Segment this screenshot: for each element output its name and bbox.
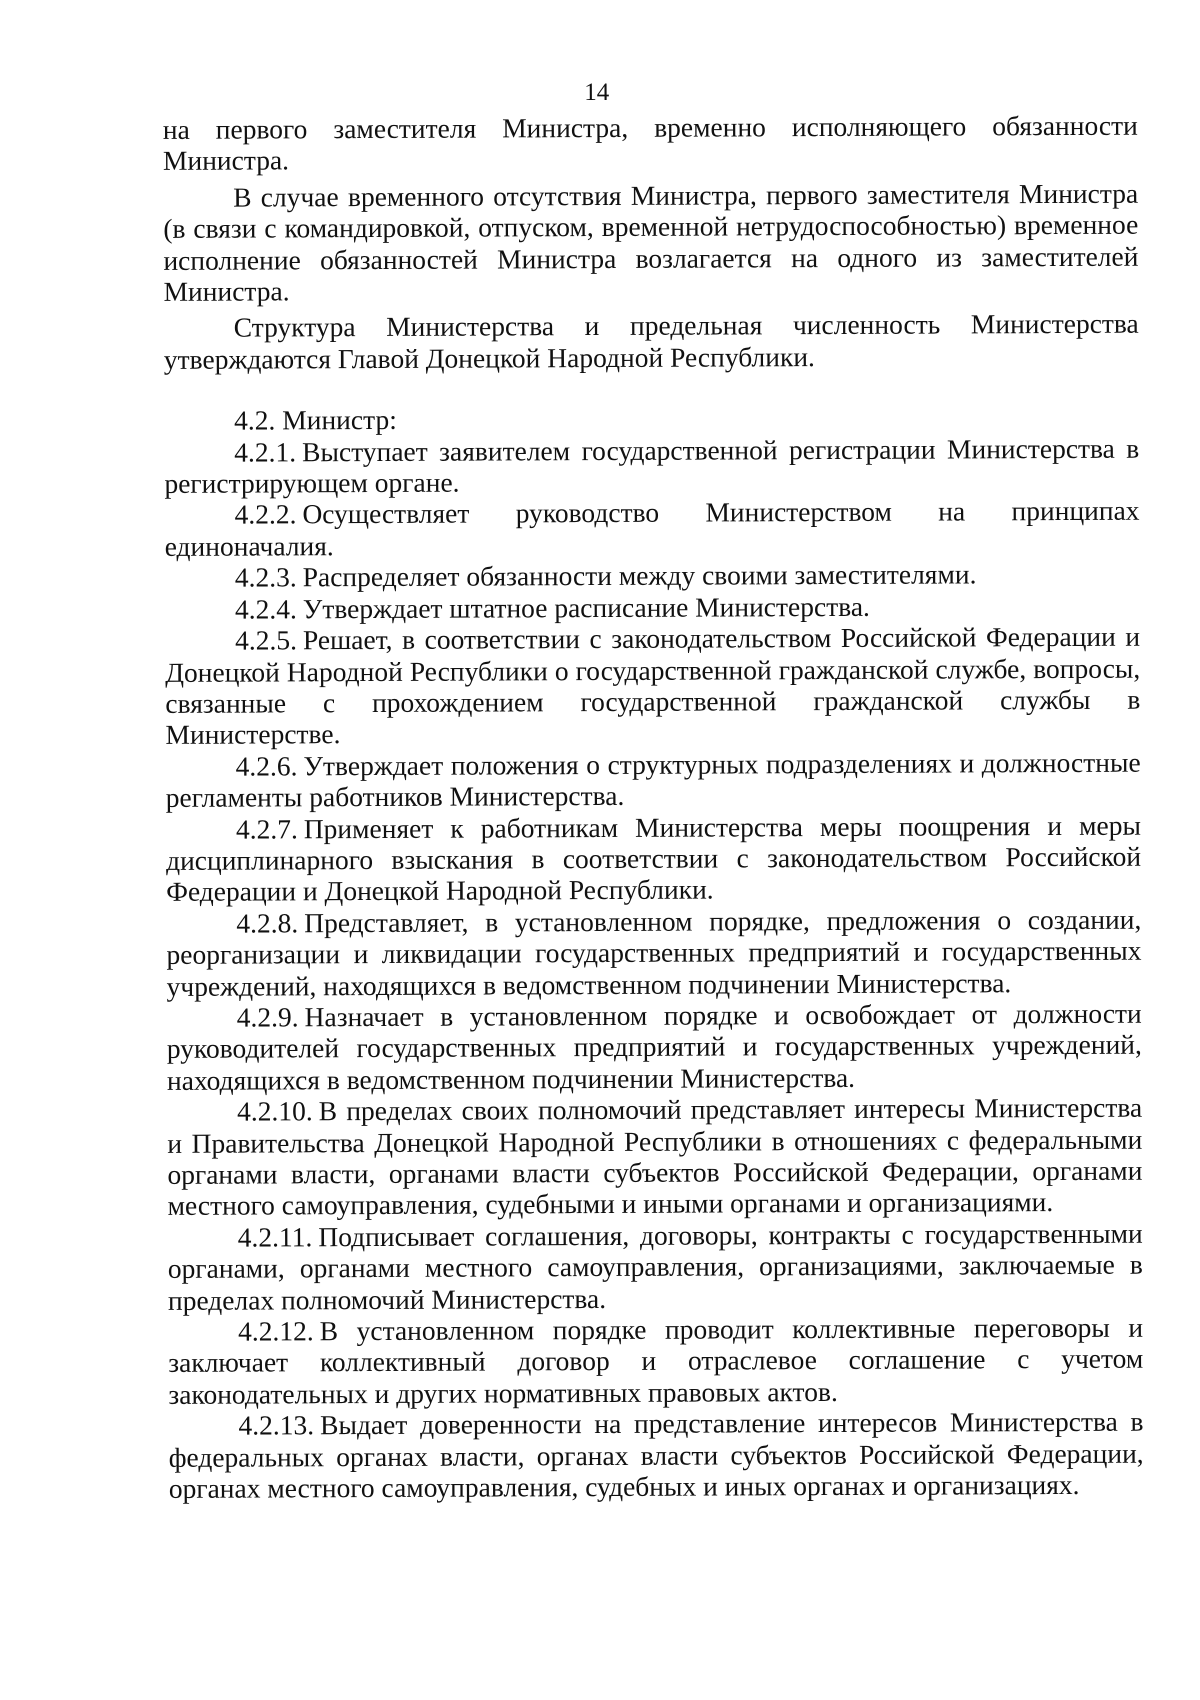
- item-number: 4.2.9.: [236, 1001, 299, 1033]
- item-text: Утверждает положения о структурных подразделениях и должностные регламенты работников Министерства.: [165, 746, 1141, 814]
- item-number: 4.2.13.: [238, 1409, 315, 1441]
- item-number: 4.2.12.: [238, 1315, 314, 1347]
- item-number: 4.2.6.: [235, 750, 298, 782]
- item-number: 4.2.1.: [234, 435, 297, 468]
- item-number: 4.2.5.: [235, 624, 298, 656]
- list-item: [165, 589, 1140, 625]
- list-item: [164, 495, 1139, 562]
- document-body: [163, 110, 1144, 1505]
- list-item: [166, 746, 1141, 813]
- list-item: [164, 432, 1139, 499]
- item-text: Утверждает штатное расписание Министерства.: [302, 590, 870, 624]
- item-text: Применяет к работникам Министерства меры поощрения и меры дисциплинарного взыскания в соответствии с законодательством Российской Федерации и Донецкой Народной Республики.: [165, 809, 1142, 908]
- list-item: [168, 1312, 1143, 1410]
- item-text: Выдает доверенности на представление интересов Министерства в федеральных органах власти, органах власти субъектов Российской Федерации, органах местного самоуправления, судебных и иных органах и организациях.: [168, 1405, 1144, 1504]
- list-item: [165, 621, 1141, 751]
- list-item: [167, 1092, 1143, 1222]
- item-text: Представляет, в установленном порядке, предложения о создании, реорганизации и ликвидации государственных предприятий и государственных учреждений, находящихся в ведомственном подчинении Министерства.: [166, 903, 1142, 1002]
- item-text: В пределах своих полномочий представляет интересы Министерства и Правительства Донецкой Народной Республики в отношениях с федеральными органами власти, органами власти субъектов Российской Федерации, органами местного самоуправления, судебными и иными органами и организациями.: [167, 1091, 1143, 1222]
- paragraph-temporary-absence: В случае временного отсутствия Министра, первого заместителя Министра (в связи с командировкой, отпуском, временной нетрудоспособностью) временное исполнение обязанностей Министра возлагается на одного из заместителей Министра.: [163, 177, 1139, 307]
- paragraph-structure: Структура Министерства и предельная численность Министерства утверждаются Главой Донецкой Народной Республики.: [163, 308, 1139, 375]
- item-text: Подписывает соглашения, договоры, контракты с государственными органами, органами местного самоуправления, организациями, заключаемые в пределах полномочий Министерства.: [167, 1217, 1143, 1316]
- list-item: [168, 1217, 1143, 1315]
- page-number: 14: [584, 78, 610, 107]
- item-number: 4.2.3.: [234, 561, 297, 593]
- list-item: [166, 809, 1141, 907]
- item-text: Осуществляет руководство Министерством на принципах единоначалия.: [164, 495, 1140, 562]
- item-text: Назначает в установленном порядке и освобождает от должности руководителей государственных предприятий и государственных учреждений, находящихся в ведомственном подчинении Министерства.: [166, 997, 1142, 1096]
- item-number: 4.2.10.: [237, 1095, 313, 1127]
- item-text: В установленном порядке проводит коллективные переговоры и заключает коллективный договор и отраслевое соглашение с учетом законодательных и других нормативных правовых актов.: [168, 1311, 1144, 1410]
- item-text: Выступает заявителем государственной регистрации Министерства в регистрирующем органе.: [164, 432, 1140, 499]
- item-number: 4.2.4.: [234, 593, 297, 625]
- item-number: 4.2.7.: [235, 812, 298, 845]
- list-item: [166, 903, 1141, 1001]
- list-item: [167, 998, 1142, 1096]
- section-title-minister: 4.2. Министр:: [234, 404, 397, 436]
- item-text: Решает, в соответствии с законодательством Российской Федерации и Донецкой Народной Республики о государственной гражданской службе, вопросы, связанные с прохождением государственной гражданской службы в Министерстве.: [165, 620, 1141, 751]
- paragraph-continuation: на первого заместителя Министра, временно исполняющего обязанности Министра.: [162, 109, 1138, 177]
- list-item: [168, 1406, 1143, 1504]
- item-number: 4.2.11.: [237, 1221, 313, 1253]
- item-number: 4.2.2.: [234, 498, 297, 531]
- item-text: Распределяет обязанности между своими заместителями.: [302, 558, 977, 593]
- list-item: [165, 558, 1140, 594]
- item-number: 4.2.8.: [236, 907, 299, 939]
